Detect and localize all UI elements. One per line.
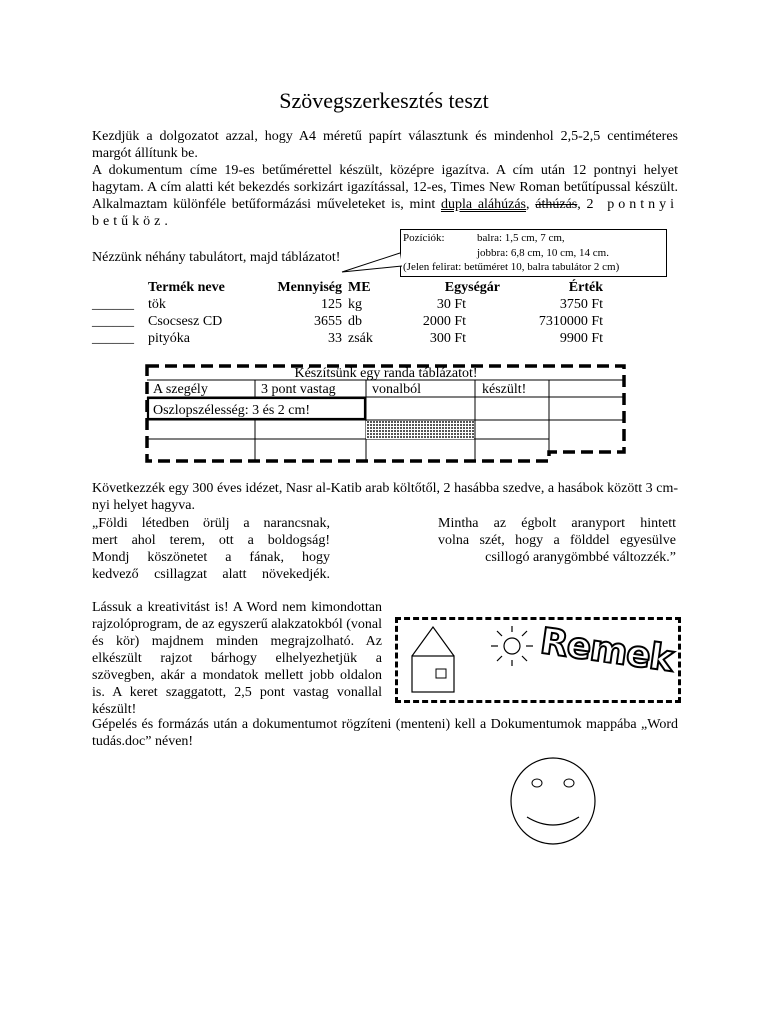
quote-line: Mintha az égbolt aranyport hintett bbox=[438, 516, 676, 531]
paragraph-formatting bbox=[92, 162, 678, 230]
header-unit-price: Egységár bbox=[444, 280, 500, 295]
quote-line: csillogó aranygömbbé változzék.” bbox=[485, 550, 676, 565]
callout-label: Pozíciók: bbox=[403, 232, 445, 244]
header-unit: ME bbox=[348, 280, 371, 295]
product-quantity: 125 bbox=[321, 297, 342, 312]
quote-column-left bbox=[92, 515, 330, 583]
ugly-table-cell: A szegély bbox=[153, 382, 208, 397]
product-quantity: 33 bbox=[328, 331, 342, 346]
hatched-cell bbox=[366, 421, 474, 439]
wordart-remek: Remek bbox=[537, 620, 676, 681]
quote-column-right bbox=[438, 515, 676, 566]
header-value: Érték bbox=[568, 280, 603, 295]
ugly-table-cell: készült! bbox=[482, 382, 527, 397]
ugly-table-caption: Készítsünk egy randa táblázatot! bbox=[294, 366, 478, 381]
product-name: pityóka bbox=[148, 331, 190, 346]
creative-paragraph: Lássuk a kreativitást is! A Word nem kimondottan rajzolóprogram, de az egyszerű alakzatokból (vonal és kör) majdnem minden megrajzolható. Az elkészült rajzot bárhogy elhelyezhetjük a szövegben, akár a mondatok mellett jobb oldalon is. A keret szaggatott, 2,5 pont vastag vonallal készült! bbox=[92, 600, 382, 717]
quote-line: Mondj köszönetet a fának, hogy bbox=[92, 550, 330, 565]
sun-drawing-icon bbox=[491, 626, 533, 666]
paragraph-formatting-text: A dokumentum címe 19-es betűmérettel készült, középre igazítva. A cím után 12 pontnyi helyet hagytam. A cím alatti két bekezdés sorkizárt igazítással, 12-es, Times New Roman betűtípussal készült. Alkalmaztam különféle betűformázási műveleteket is, mint bbox=[92, 163, 678, 212]
quote-intro: Következzék egy 300 éves idézet, Nasr al-Katib arab költőtől, 2 hasábba szedve, a hasábok között 3 cm-nyi helyet hagyva. bbox=[92, 481, 678, 513]
callout-line-1: balra: 1,5 cm, 7 cm, bbox=[477, 232, 565, 244]
separator: , bbox=[526, 197, 536, 212]
tabs-intro: Nézzünk néhány tabulátort, majd táblázatot! bbox=[92, 250, 341, 265]
separator: , bbox=[577, 197, 587, 212]
product-unit-price: 2000 Ft bbox=[422, 314, 466, 329]
quote-line: mert ahol terem, ott a boldogság! bbox=[92, 533, 330, 548]
quote-line: „Földi létedben örülj a narancsnak, bbox=[92, 516, 330, 531]
product-name: tök bbox=[148, 297, 166, 312]
header-product-name: Termék neve bbox=[148, 280, 225, 295]
strikethrough-text: áthúzás bbox=[535, 197, 578, 212]
house-drawing-icon bbox=[412, 627, 454, 692]
final-paragraph: Gépelés és formázás után a dokumentumot rögzíteni (menteni) kell a Dokumentumok mappába „Word tudás.doc” néven! bbox=[92, 717, 678, 749]
product-name: Csocsesz CD bbox=[148, 314, 223, 329]
product-unit: zsák bbox=[348, 331, 373, 346]
blank-line: ______ bbox=[92, 314, 134, 329]
callout-line-3: (Jelen felirat: betűméret 10, balra tabulátor 2 cm) bbox=[403, 261, 620, 273]
product-value: 7310000 Ft bbox=[538, 314, 603, 329]
quote-line: kedvező csillagzat alatt növekedjék. bbox=[92, 567, 330, 582]
callout-box bbox=[400, 229, 667, 277]
ugly-table-cell-width: Oszlopszélesség: 3 és 2 cm! bbox=[153, 403, 311, 418]
double-underline-text: dupla aláhúzás bbox=[440, 197, 527, 212]
ugly-table-cell: 3 pont vastag bbox=[261, 382, 336, 397]
spaced-text: 2 pontnyi betűköz. bbox=[92, 197, 679, 229]
ugly-table-cell: vonalból bbox=[372, 382, 421, 397]
product-unit-price: 30 Ft bbox=[436, 297, 466, 312]
product-value: 3750 Ft bbox=[559, 297, 603, 312]
document-title: Szövegszerkesztés teszt bbox=[279, 88, 489, 113]
product-unit: kg bbox=[348, 297, 362, 312]
blank-line: ______ bbox=[92, 297, 134, 312]
product-unit: db bbox=[348, 314, 362, 329]
callout-pointer bbox=[340, 252, 410, 274]
quote-line: volna szét, hogy a földdel egyesülve bbox=[438, 533, 676, 548]
callout-line-2: jobbra: 6,8 cm, 10 cm, 14 cm. bbox=[477, 247, 609, 259]
product-quantity: 3655 bbox=[314, 314, 342, 329]
product-value: 9900 Ft bbox=[559, 331, 603, 346]
blank-line: ______ bbox=[92, 331, 134, 346]
paragraph-intro: Kezdjük a dolgozatot azzal, hogy A4 méretű papírt választunk és mindenhol 2,5-2,5 centiméteres margót állítunk be. bbox=[92, 129, 678, 161]
smiley-face-drawing-icon bbox=[505, 753, 601, 849]
product-unit-price: 300 Ft bbox=[429, 331, 466, 346]
header-quantity: Mennyiség bbox=[277, 280, 342, 295]
